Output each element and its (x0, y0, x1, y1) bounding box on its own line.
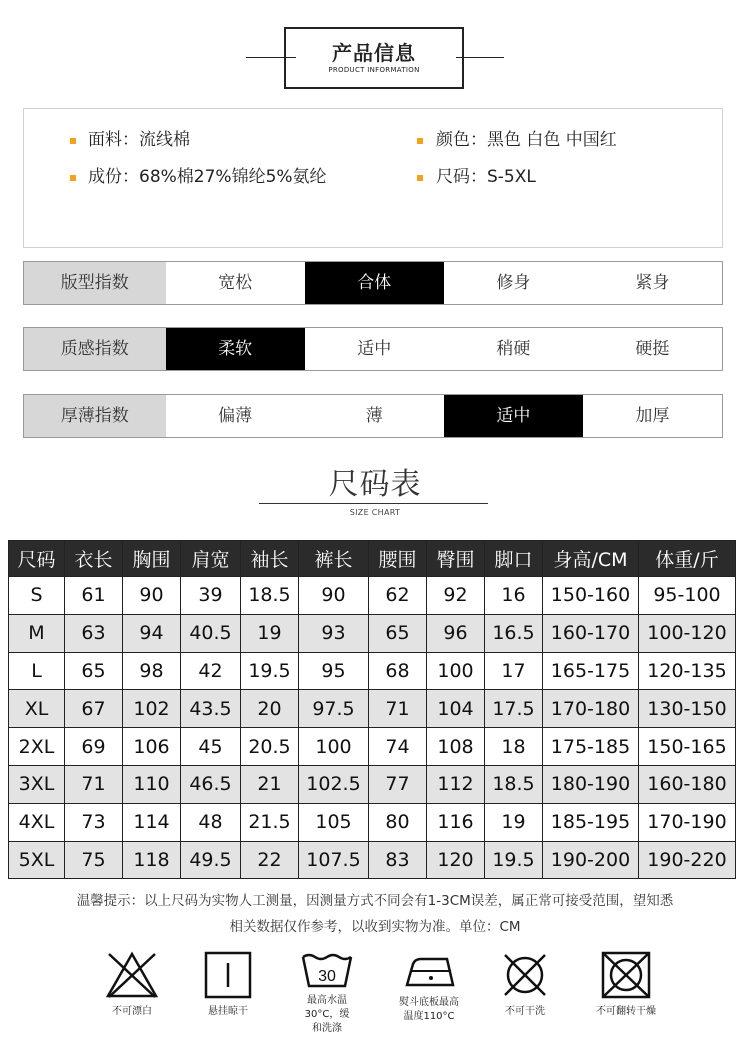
size-table-header-cell: 体重/斤 (639, 541, 736, 577)
size-table-header (9, 541, 736, 577)
note-line-2: 相关数据仅作参考，以收到实物为准。单位：CM (229, 919, 521, 935)
size-chart-heading (0, 467, 750, 517)
no-tumble-dry-icon (599, 950, 653, 1000)
table-cell: 69 (65, 728, 123, 766)
table-cell: 97.5 (299, 690, 369, 728)
table-cell: 116 (427, 803, 485, 841)
table-cell: 108 (427, 728, 485, 766)
table-cell: 170-190 (639, 803, 736, 841)
care-wash-30 (296, 950, 358, 1036)
table-cell: 17.5 (485, 690, 543, 728)
table-cell: 16 (485, 577, 543, 615)
wash-temp-number: 30 (318, 968, 336, 985)
index-option: 适中 (444, 395, 583, 437)
section-header (0, 24, 750, 90)
bullet-icon (70, 175, 76, 181)
table-cell: 100 (299, 728, 369, 766)
bullet-icon (417, 175, 423, 181)
table-cell: 19 (485, 803, 543, 841)
table-cell: 95-100 (639, 577, 736, 615)
size-table-header-cell: 身高/CM (543, 541, 639, 577)
size-table-header-cell: 裤长 (299, 541, 369, 577)
table-cell: 17 (485, 652, 543, 690)
no-bleach-icon (105, 950, 159, 1000)
care-iron (394, 950, 464, 1024)
table-cell: 43.5 (181, 690, 241, 728)
table-cell: 102 (123, 690, 181, 728)
table-cell: 180-190 (543, 765, 639, 803)
info-size: 尺码：S-5XL (436, 167, 536, 187)
table-cell: 160-170 (543, 614, 639, 652)
table-cell: 74 (369, 728, 427, 766)
table-cell: 96 (427, 614, 485, 652)
table-cell: M (9, 614, 65, 652)
index-row-label: 版型指数 (24, 262, 166, 304)
iron-icon (399, 950, 459, 990)
index-option: 柔软 (166, 328, 305, 370)
info-color: 颜色：黑色 白色 中国红 (436, 130, 617, 150)
table-row (9, 728, 736, 766)
care-label: 不可干洗 (505, 1006, 545, 1017)
table-cell: 71 (369, 690, 427, 728)
table-cell: 93 (299, 614, 369, 652)
size-table-header-cell: 衣长 (65, 541, 123, 577)
table-cell: 19.5 (241, 652, 299, 690)
no-dry-clean-icon (500, 950, 550, 1000)
table-cell: 100-120 (639, 614, 736, 652)
table-cell: 5XL (9, 841, 65, 879)
table-cell: 185-195 (543, 803, 639, 841)
table-cell: 110 (123, 765, 181, 803)
table-cell: 71 (65, 765, 123, 803)
index-row (23, 261, 723, 305)
table-cell: 65 (65, 652, 123, 690)
table-cell: 45 (181, 728, 241, 766)
table-cell: 62 (369, 577, 427, 615)
info-fabric: 面料：流线棉 (88, 130, 190, 150)
table-cell: 80 (369, 803, 427, 841)
table-cell: 20 (241, 690, 299, 728)
table-cell: 118 (123, 841, 181, 879)
table-cell: 120-135 (639, 652, 736, 690)
table-cell: 114 (123, 803, 181, 841)
table-cell: 68 (369, 652, 427, 690)
table-cell: 165-175 (543, 652, 639, 690)
table-cell: 107.5 (299, 841, 369, 879)
info-composition: 成份：68%棉27%锦纶5%氨纶 (88, 167, 327, 187)
table-cell: 83 (369, 841, 427, 879)
table-cell: 105 (299, 803, 369, 841)
table-cell: 16.5 (485, 614, 543, 652)
table-cell: 190-200 (543, 841, 639, 879)
table-cell: 90 (299, 577, 369, 615)
index-row (23, 327, 723, 371)
table-cell: 98 (123, 652, 181, 690)
table-row (9, 803, 736, 841)
header-box (284, 27, 464, 89)
table-cell: 104 (427, 690, 485, 728)
index-option: 修身 (496, 273, 531, 293)
index-option: 硬挺 (635, 339, 670, 359)
bullet-icon (70, 138, 76, 144)
table-cell: 190-220 (639, 841, 736, 879)
table-cell: 102.5 (299, 765, 369, 803)
table-cell: 61 (65, 577, 123, 615)
index-option: 薄 (365, 406, 383, 426)
table-cell: 18.5 (241, 577, 299, 615)
table-cell: 150-165 (639, 728, 736, 766)
table-cell: XL (9, 690, 65, 728)
table-cell: 130-150 (639, 690, 736, 728)
table-cell: 3XL (9, 765, 65, 803)
index-option: 加厚 (635, 406, 670, 426)
table-cell: 21 (241, 765, 299, 803)
table-row (9, 841, 736, 879)
care-hang-dry (198, 950, 258, 1019)
care-label: 悬挂晾干 (208, 1006, 248, 1017)
table-cell: 18.5 (485, 765, 543, 803)
size-chart-underline (259, 503, 488, 504)
index-row (23, 394, 723, 438)
table-cell: 40.5 (181, 614, 241, 652)
table-row (9, 765, 736, 803)
care-no-tumble-dry (586, 950, 666, 1019)
table-row (9, 614, 736, 652)
index-option: 宽松 (218, 273, 253, 293)
size-table-header-cell: 胸围 (123, 541, 181, 577)
care-label: 不可翻转干燥 (596, 1006, 656, 1017)
bullet-icon (417, 138, 423, 144)
table-cell: 175-185 (543, 728, 639, 766)
table-cell: 42 (181, 652, 241, 690)
table-cell: 160-180 (639, 765, 736, 803)
size-table-header-cell: 尺码 (9, 541, 65, 577)
header-title: 产品信息 (332, 41, 416, 65)
care-no-bleach (100, 950, 164, 1019)
table-row (9, 690, 736, 728)
table-cell: 4XL (9, 803, 65, 841)
table-cell: 112 (427, 765, 485, 803)
hang-dry-icon (203, 950, 253, 1000)
note-line-1: 温馨提示：以上尺码为实物人工测量，因测量方式不同会有1-3CM误差，属正常可接受范围，望知悉 (76, 893, 674, 909)
index-row-label: 厚薄指数 (24, 395, 166, 437)
table-cell: 19 (241, 614, 299, 652)
table-cell: 67 (65, 690, 123, 728)
size-table-header-cell: 袖长 (241, 541, 299, 577)
size-table (8, 540, 736, 879)
table-cell: 90 (123, 577, 181, 615)
size-table-header-cell: 脚口 (485, 541, 543, 577)
table-cell: 95 (299, 652, 369, 690)
table-cell: 48 (181, 803, 241, 841)
care-label: 熨斗底板最高温度110°C (399, 997, 459, 1022)
table-cell: L (9, 652, 65, 690)
table-cell: 73 (65, 803, 123, 841)
index-option: 合体 (305, 262, 444, 304)
table-cell: 106 (123, 728, 181, 766)
care-no-dry-clean (494, 950, 556, 1019)
table-cell: 100 (427, 652, 485, 690)
size-chart-subtitle: SIZE CHART (349, 508, 401, 517)
table-cell: 65 (369, 614, 427, 652)
table-cell: S (9, 577, 65, 615)
table-cell: 46.5 (181, 765, 241, 803)
table-cell: 19.5 (485, 841, 543, 879)
index-option: 偏薄 (218, 406, 253, 426)
table-cell: 150-160 (543, 577, 639, 615)
table-cell: 49.5 (181, 841, 241, 879)
size-chart-title: 尺码表 (328, 467, 422, 502)
table-cell: 2XL (9, 728, 65, 766)
table-row (9, 577, 736, 615)
size-table-header-cell: 肩宽 (181, 541, 241, 577)
header-subtitle: PRODUCT INFORMATION (328, 66, 420, 74)
care-label: 最高水温30°C，缓和洗涤 (304, 995, 350, 1034)
table-cell: 120 (427, 841, 485, 879)
table-cell: 20.5 (241, 728, 299, 766)
index-option: 稍硬 (496, 339, 531, 359)
product-info-box (23, 108, 723, 248)
size-table-header-cell: 腰围 (369, 541, 427, 577)
table-cell: 63 (65, 614, 123, 652)
index-row-label: 质感指数 (24, 328, 166, 370)
table-row (9, 652, 736, 690)
table-cell: 94 (123, 614, 181, 652)
wash-30-icon (299, 950, 355, 990)
table-cell: 22 (241, 841, 299, 879)
table-cell: 18 (485, 728, 543, 766)
index-option: 适中 (357, 339, 392, 359)
size-table-header-cell: 臀围 (427, 541, 485, 577)
table-cell: 92 (427, 577, 485, 615)
table-cell: 77 (369, 765, 427, 803)
index-option: 紧身 (635, 273, 670, 293)
table-cell: 75 (65, 841, 123, 879)
table-cell: 170-180 (543, 690, 639, 728)
table-cell: 21.5 (241, 803, 299, 841)
table-cell: 39 (181, 577, 241, 615)
care-label: 不可漂白 (112, 1006, 152, 1017)
